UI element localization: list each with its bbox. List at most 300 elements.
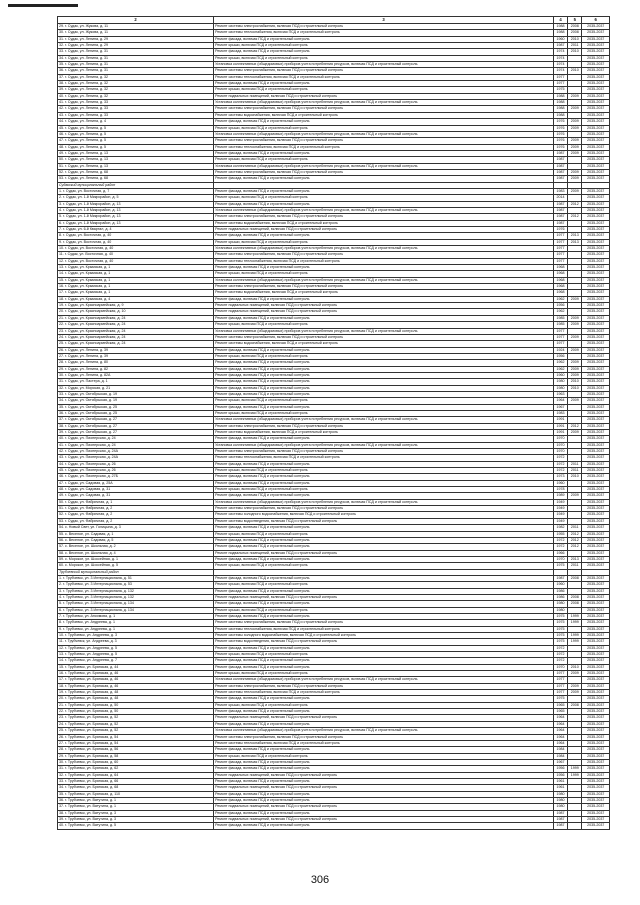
- year-built-cell: 1987: [553, 575, 567, 581]
- address-cell: 25. г. Судак, ул. Красноармейская, д. 24: [58, 341, 214, 347]
- works-cell: Ремонт подвальных помещений, включая ПСД и строительный контроль: [214, 804, 554, 810]
- planned-period-cell: 2035-2037: [582, 772, 610, 778]
- works-cell: Ремонт фасада, включая ПСД и строительный контроль: [214, 265, 554, 271]
- document-sheet: [57, 16, 610, 830]
- address-cell: 33. г. Судак, ул. Ленина, д. 31: [58, 49, 214, 55]
- works-cell: Ремонт системы водоснабжения, включая ПСД и строительный контроль: [214, 220, 554, 226]
- works-cell: Ремонт системы электроснабжения, включая ПСД и строительный контроль: [214, 620, 554, 626]
- planned-period-cell: 2035-2037: [582, 258, 610, 264]
- year-built-cell: 1956: [553, 353, 567, 359]
- year-built-cell: 1968: [553, 277, 567, 283]
- address-cell: 33. г. Трубчевск, ул. Брянская, д. 66: [58, 778, 214, 784]
- works-cell: Ремонт системы теплоснабжения, включая ПСД и строительный контроль: [214, 690, 554, 696]
- address-cell: 18. г. Судак, ул. Крымская, д. 4: [58, 296, 214, 302]
- works-cell: Ремонт фасада, включая ПСД и строительный контроль: [214, 347, 554, 353]
- year-built-cell: 1977: [553, 233, 567, 239]
- year-built-cell: 1987: [553, 169, 567, 175]
- planned-period-cell: 2035-2037: [582, 372, 610, 378]
- address-cell: 10. г. Трубчевск, ул. Андреева, д. 3: [58, 633, 214, 639]
- last-repair-year-cell: 2012: [568, 544, 582, 550]
- address-cell: 46. г. Судак, ул. Пионерская, д. 27Б: [58, 474, 214, 480]
- year-built-cell: 1980: [553, 379, 567, 385]
- planned-period-cell: 2035-2037: [582, 93, 610, 99]
- works-cell: Ремонт фасада, включая ПСД и строительный контроль: [214, 119, 554, 125]
- works-cell: Ремонт подвальных помещений, включая ПСД и строительный контроль: [214, 309, 554, 315]
- planned-period-cell: 2035-2037: [582, 639, 610, 645]
- year-built-cell: 1964: [553, 728, 567, 734]
- works-cell: Ремонт крыши, включая ПСД и строительный контроль: [214, 398, 554, 404]
- works-cell: Ремонт крыши, включая ПСД и строительный контроль: [214, 55, 554, 61]
- year-built-cell: 1986: [553, 588, 567, 594]
- address-cell: 29. г. Трубчевск, ул. Брянская, д. 58: [58, 753, 214, 759]
- planned-period-cell: 2035-2037: [582, 537, 610, 543]
- last-repair-year-cell: 2009: [568, 315, 582, 321]
- works-cell: Ремонт фасада, включая ПСД и строительный контроль: [214, 150, 554, 156]
- year-built-cell: 1962: [553, 360, 567, 366]
- address-cell: 29. г. Судак, ул. Ленина, д. 82: [58, 366, 214, 372]
- year-built-cell: 1977: [553, 690, 567, 696]
- address-cell: 6. г. Трубчевск, ул. 3 Интернационала, д. 134: [58, 607, 214, 613]
- address-cell: 20. г. Судак, ул. Красноармейская, д. 10: [58, 309, 214, 315]
- column-number: 6: [582, 17, 610, 24]
- year-built-cell: 1978: [553, 487, 567, 493]
- year-built-cell: 1972: [553, 468, 567, 474]
- planned-period-cell: 2035-2037: [582, 391, 610, 397]
- works-cell: Установка коллективных (общедомовых) приборов учета потребления ресурсов, включая ПСД и строительный контроль: [214, 131, 554, 137]
- works-cell: Ремонт системы теплоснабжения, включая ПСД и строительный контроль: [214, 144, 554, 150]
- address-cell: 36. г. Судак, ул. Ленина, д. 31: [58, 68, 214, 74]
- year-built-cell: 1977: [553, 671, 567, 677]
- planned-period-cell: 2035-2037: [582, 449, 610, 455]
- year-built-cell: 1983: [553, 410, 567, 416]
- address-cell: 16. г. Трубчевск, ул. Брянская, д. 46: [58, 671, 214, 677]
- year-built-cell: 1976: [553, 131, 567, 137]
- works-cell: Ремонт крыши, включая ПСД и строительный контроль: [214, 43, 554, 49]
- works-cell: Установка коллективных (общедомовых) приборов учета потребления ресурсов, включая ПСД и строительный контроль: [214, 442, 554, 448]
- address-cell: 49. г. Судак, ул. Ленина, д. 13: [58, 150, 214, 156]
- year-built-cell: 1976: [553, 138, 567, 144]
- address-cell: 37. г. Судак, ул. Октябрьская, д. 27: [58, 417, 214, 423]
- works-cell: Ремонт системы теплоснабжения, включая ПСД и строительный контроль: [214, 258, 554, 264]
- year-built-cell: 1968: [553, 284, 567, 290]
- planned-period-cell: 2035-2037: [582, 645, 610, 651]
- address-cell: 30. г. Судак, ул. Жукова, д. 11: [58, 30, 214, 36]
- year-built-cell: 1977: [553, 341, 567, 347]
- works-cell: Ремонт крыши, включая ПСД и строительный контроль: [214, 353, 554, 359]
- address-cell: 33. г. Судак, ул. Октябрьская, д. 19: [58, 391, 214, 397]
- works-cell: Установка коллективных (общедомовых) приборов учета потребления ресурсов, включая ПСД и строительный контроль: [214, 328, 554, 334]
- planned-period-cell: 2035-2037: [582, 683, 610, 689]
- address-cell: 53. г. Судак, ул. Ленина, д. 68: [58, 176, 214, 182]
- works-cell: Ремонт системы электроснабжения, включая ПСД и строительный контроль: [214, 169, 554, 175]
- planned-period-cell: 2035-2037: [582, 315, 610, 321]
- works-cell: Ремонт подвальных помещений, включая ПСД и строительный контроль: [214, 594, 554, 600]
- year-built-cell: 1980: [553, 804, 567, 810]
- works-cell: Ремонт фасада, включая ПСД и строительный контроль: [214, 391, 554, 397]
- planned-period-cell: 2035-2037: [582, 138, 610, 144]
- works-cell: Ремонт системы теплоснабжения, включая ПСД и строительный контроль: [214, 626, 554, 632]
- last-repair-year-cell: 2009: [568, 430, 582, 436]
- address-cell: 37. г. Судак, ул. Ленина, д. 32: [58, 74, 214, 80]
- planned-period-cell: 2035-2037: [582, 594, 610, 600]
- planned-period-cell: 2035-2037: [582, 49, 610, 55]
- year-built-cell: 1966: [553, 550, 567, 556]
- address-cell: 4. г. Судак, ул. 1-й Микрорайон, д. 13: [58, 207, 214, 213]
- address-cell: 44. г. Судак, ул. Пионерская, д. 26: [58, 461, 214, 467]
- year-built-cell: 1977: [553, 74, 567, 80]
- planned-period-cell: 2035-2037: [582, 728, 610, 734]
- planned-period-cell: 2035-2037: [582, 499, 610, 505]
- last-repair-year-cell: 2009: [568, 138, 582, 144]
- year-built-cell: 1984: [553, 747, 567, 753]
- planned-period-cell: 2035-2037: [582, 322, 610, 328]
- planned-period-cell: 2035-2037: [582, 461, 610, 467]
- address-cell: 60. с. Морское, ул. Шоссейная, д. 5: [58, 563, 214, 569]
- planned-period-cell: 2035-2037: [582, 385, 610, 391]
- planned-period-cell: 2035-2037: [582, 176, 610, 182]
- works-cell: Ремонт подвальных помещений, включая ПСД и строительный контроль: [214, 550, 554, 556]
- last-repair-year-cell: 2009: [568, 671, 582, 677]
- address-cell: 15. г. Трубчевск, ул. Брянская, д. 44: [58, 664, 214, 670]
- planned-period-cell: 2035-2037: [582, 30, 610, 36]
- year-built-cell: 1988: [553, 112, 567, 118]
- planned-period-cell: 2035-2037: [582, 410, 610, 416]
- year-built-cell: 1972: [553, 645, 567, 651]
- address-cell: 34. г. Судак, ул. Октябрьская, д. 19: [58, 398, 214, 404]
- works-cell: Ремонт фасада, включая ПСД и строительный контроль: [214, 766, 554, 772]
- address-cell: 52. г. Судак, ул. Ленина, д. 68: [58, 169, 214, 175]
- year-built-cell: 1987: [553, 810, 567, 816]
- planned-period-cell: 2035-2037: [582, 607, 610, 613]
- works-cell: Ремонт фасада, включая ПСД и строительный контроль: [214, 176, 554, 182]
- address-cell: 51. г. Судак, ул. Фабричная, д. 2: [58, 506, 214, 512]
- year-built-cell: 1976: [553, 119, 567, 125]
- works-cell: Ремонт системы электроснабжения, включая ПСД и строительный контроль: [214, 334, 554, 340]
- planned-period-cell: 2035-2037: [582, 778, 610, 784]
- planned-period-cell: 2035-2037: [582, 430, 610, 436]
- year-built-cell: 1970: [553, 442, 567, 448]
- planned-period-cell: 2035-2037: [582, 518, 610, 524]
- year-built-cell: 1961: [553, 785, 567, 791]
- year-built-cell: 1974: [553, 68, 567, 74]
- last-repair-year-cell: 2010: [568, 664, 582, 670]
- address-cell: 2. г. Трубчевск, ул. 3 Интернационала, д. 53: [58, 582, 214, 588]
- works-cell: Ремонт фасада, включая ПСД и строительный контроль: [214, 601, 554, 607]
- planned-period-cell: 2035-2037: [582, 24, 610, 30]
- planned-period-cell: 2035-2037: [582, 366, 610, 372]
- planned-period-cell: 2035-2037: [582, 417, 610, 423]
- planned-period-cell: 2035-2037: [582, 207, 610, 213]
- works-cell: Установка коллективных (общедомовых) приборов учета потребления ресурсов, включая ПСД и строительный контроль: [214, 499, 554, 505]
- year-built-cell: 1974: [553, 62, 567, 68]
- planned-period-cell: 2035-2037: [582, 613, 610, 619]
- last-repair-year-cell: 2008: [568, 575, 582, 581]
- last-repair-year-cell: 2013: [568, 239, 582, 245]
- year-built-cell: 1964: [553, 740, 567, 746]
- year-built-cell: 1970: [553, 556, 567, 562]
- planned-period-cell: 2035-2037: [582, 265, 610, 271]
- works-cell: Ремонт крыши, включая ПСД и строительный контроль: [214, 563, 554, 569]
- address-cell: 9. г. Судак, ул. Восточная, д. 40: [58, 239, 214, 245]
- address-cell: 50. г. Судак, ул. Ленина, д. 13: [58, 157, 214, 163]
- address-cell: 22. г. Трубчевск, ул. Брянская, д. 50: [58, 709, 214, 715]
- planned-period-cell: 2035-2037: [582, 804, 610, 810]
- top-rule: [8, 4, 78, 7]
- works-cell: Ремонт крыши, включая ПСД и строительный контроль: [214, 753, 554, 759]
- address-cell: 13. г. Трубчевск, ул. Андреева, д. 5: [58, 652, 214, 658]
- planned-period-cell: 2035-2037: [582, 506, 610, 512]
- address-cell: 28. г. Судак, ул. Ленина, д. 80: [58, 360, 214, 366]
- last-repair-year-cell: 1999: [568, 772, 582, 778]
- year-built-cell: 1962: [553, 296, 567, 302]
- works-cell: Ремонт фасада, включая ПСД и строительный контроль: [214, 474, 554, 480]
- works-cell: Ремонт крыши, включая ПСД и строительный контроль: [214, 671, 554, 677]
- address-cell: 41. г. Судак, ул. Ленина, д. 33: [58, 100, 214, 106]
- works-cell: Ремонт системы теплоснабжения, включая ПСД и строительный контроль: [214, 740, 554, 746]
- planned-period-cell: 2035-2037: [582, 556, 610, 562]
- year-built-cell: 1964: [553, 398, 567, 404]
- address-cell: 36. г. Судак, ул. Октябрьская, д. 25: [58, 410, 214, 416]
- works-cell: Ремонт системы электроснабжения, включая ПСД и строительный контроль: [214, 214, 554, 220]
- works-cell: Ремонт системы электроснабжения, включая ПСД и строительный контроль: [214, 449, 554, 455]
- address-cell: 50. г. Судак, ул. Фабричная, д. 1: [58, 499, 214, 505]
- planned-period-cell: 2035-2037: [582, 702, 610, 708]
- works-cell: Ремонт крыши, включая ПСД и строительный контроль: [214, 702, 554, 708]
- planned-period-cell: 2035-2037: [582, 150, 610, 156]
- last-repair-year-cell: 2008: [568, 594, 582, 600]
- planned-period-cell: 2035-2037: [582, 582, 610, 588]
- year-built-cell: 1986: [553, 594, 567, 600]
- planned-period-cell: 2035-2037: [582, 480, 610, 486]
- works-cell: Ремонт фасада, включая ПСД и строительный контроль: [214, 36, 554, 42]
- address-cell: 31. г. Судак, ул. Ленина, д. 29: [58, 36, 214, 42]
- address-cell: 5. г. Трубчевск, ул. 3 Интернационала, д. 134: [58, 601, 214, 607]
- last-repair-year-cell: 2012: [568, 201, 582, 207]
- last-repair-year-cell: 2009: [568, 176, 582, 182]
- address-cell: 14. г. Трубчевск, ул. Андреева, д. 7: [58, 658, 214, 664]
- last-repair-year-cell: 2012: [568, 531, 582, 537]
- year-built-cell: 1972: [553, 461, 567, 467]
- year-built-cell: 1975: [553, 626, 567, 632]
- last-repair-year-cell: 2009: [568, 93, 582, 99]
- address-cell: 23. г. Трубчевск, ул. Брянская, д. 52: [58, 715, 214, 721]
- year-built-cell: 1962: [553, 366, 567, 372]
- year-built-cell: 1960: [553, 372, 567, 378]
- address-cell: 26. г. Трубчевск, ул. Брянская, д. 54: [58, 734, 214, 740]
- planned-period-cell: 2035-2037: [582, 810, 610, 816]
- works-cell: Ремонт фасада, включая ПСД и строительный контроль: [214, 588, 554, 594]
- year-built-cell: 1984: [553, 753, 567, 759]
- address-cell: 31. г. Трубчевск, ул. Брянская, д. 62: [58, 766, 214, 772]
- year-built-cell: 1977: [553, 683, 567, 689]
- works-cell: Ремонт системы теплоснабжения, включая ПСД и строительный контроль: [214, 30, 554, 36]
- last-repair-year-cell: 2012: [568, 214, 582, 220]
- planned-period-cell: 2035-2037: [582, 626, 610, 632]
- works-cell: Ремонт фасада, включая ПСД и строительный контроль: [214, 778, 554, 784]
- year-built-cell: 1987: [553, 157, 567, 163]
- works-cell: Ремонт подвальных помещений, включая ПСД и строительный контроль: [214, 772, 554, 778]
- works-cell: Ремонт системы водоснабжения, включая ПСД и строительный контроль: [214, 341, 554, 347]
- address-cell: 34. г. Судак, ул. Ленина, д. 31: [58, 55, 214, 61]
- works-cell: Ремонт системы теплоснабжения, включая ПСД и строительный контроль: [214, 74, 554, 80]
- year-built-cell: 1991: [553, 423, 567, 429]
- last-repair-year-cell: 2009: [568, 125, 582, 131]
- year-built-cell: 1983: [553, 188, 567, 194]
- works-cell: Ремонт крыши, включая ПСД и строительный контроль: [214, 531, 554, 537]
- year-built-cell: 1972: [553, 537, 567, 543]
- works-cell: Ремонт фасада, включая ПСД и строительный контроль: [214, 372, 554, 378]
- works-cell: Ремонт фасада, включая ПСД и строительный контроль: [214, 658, 554, 664]
- address-cell: 52. г. Судак, ул. Фабричная, д. 2: [58, 512, 214, 518]
- year-built-cell: 1987: [553, 201, 567, 207]
- planned-period-cell: 2035-2037: [582, 664, 610, 670]
- works-cell: Установка коллективных (общедомовых) приборов учета потребления ресурсов, включая ПСД и строительный контроль: [214, 728, 554, 734]
- planned-period-cell: 2035-2037: [582, 271, 610, 277]
- last-repair-year-cell: 1999: [568, 613, 582, 619]
- planned-period-cell: 2035-2037: [582, 652, 610, 658]
- year-built-cell: 1960: [553, 480, 567, 486]
- address-cell: 2. г. Судак, ул. 1-й Микрорайон, д. 5: [58, 195, 214, 201]
- works-cell: Ремонт фасада, включая ПСД и строительный контроль: [214, 379, 554, 385]
- year-built-cell: 1977: [553, 328, 567, 334]
- planned-period-cell: 2035-2037: [582, 436, 610, 442]
- year-built-cell: 1977: [553, 246, 567, 252]
- works-cell: Ремонт системы электроснабжения, включая ПСД и строительный контроль: [214, 506, 554, 512]
- address-cell: 3. г. Судак, ул. 1-й Микрорайон, д. 13: [58, 201, 214, 207]
- works-cell: Ремонт фасада, включая ПСД и строительный контроль: [214, 366, 554, 372]
- address-cell: 32. г. Судак, ул. Ленина, д. 29: [58, 43, 214, 49]
- year-built-cell: 1976: [553, 144, 567, 150]
- planned-period-cell: 2035-2037: [582, 169, 610, 175]
- planned-period-cell: 2035-2037: [582, 633, 610, 639]
- planned-period-cell: 2035-2037: [582, 468, 610, 474]
- year-built-cell: 1975: [553, 563, 567, 569]
- address-cell: 25. г. Трубчевск, ул. Брянская, д. 52: [58, 728, 214, 734]
- address-cell: 56. с. Веселое, ул. Садовая, д. 5: [58, 537, 214, 543]
- planned-period-cell: 2035-2037: [582, 474, 610, 480]
- page-number: 306: [310, 874, 330, 886]
- works-cell: Ремонт фасада, включая ПСД и строительный контроль: [214, 296, 554, 302]
- planned-period-cell: 2035-2037: [582, 696, 610, 702]
- address-cell: 11. г. Судак, ул. Восточная, д. 40: [58, 252, 214, 258]
- works-cell: Ремонт подвальных помещений, включая ПСД и строительный контроль: [214, 227, 554, 233]
- planned-period-cell: 2035-2037: [582, 785, 610, 791]
- works-cell: Ремонт фасада, включая ПСД и строительный контроль: [214, 385, 554, 391]
- address-cell: 30. г. Трубчевск, ул. Брянская, д. 60: [58, 759, 214, 765]
- year-built-cell: 1987: [553, 176, 567, 182]
- planned-period-cell: 2035-2037: [582, 284, 610, 290]
- year-built-cell: 1977: [553, 258, 567, 264]
- address-cell: 20. г. Трубчевск, ул. Брянская, д. 48: [58, 696, 214, 702]
- address-cell: 15. г. Судак, ул. Крымская, д. 1: [58, 277, 214, 283]
- works-cell: Ремонт подвальных помещений, включая ПСД и строительный контроль: [214, 715, 554, 721]
- address-cell: 38. г. Судак, ул. Октябрьская, д. 27: [58, 423, 214, 429]
- works-cell: Установка коллективных (общедомовых) приборов учета потребления ресурсов, включая ПСД и строительный контроль: [214, 417, 554, 423]
- address-cell: 22. г. Судак, ул. Красноармейская, д. 24: [58, 322, 214, 328]
- planned-period-cell: 2035-2037: [582, 36, 610, 42]
- address-cell: 24. г. Судак, ул. Красноармейская, д. 24: [58, 334, 214, 340]
- planned-period-cell: 2035-2037: [582, 442, 610, 448]
- address-cell: 40. г. Судак, ул. Ленина, д. 32: [58, 93, 214, 99]
- planned-period-cell: 2035-2037: [582, 87, 610, 93]
- address-cell: 49. г. Судак, ул. Садовая, д. 31: [58, 493, 214, 499]
- year-built-cell: 1949: [553, 499, 567, 505]
- year-built-cell: 1965: [553, 709, 567, 715]
- works-cell: Ремонт крыши, включая ПСД и строительный контроль: [214, 410, 554, 416]
- address-cell: 10. г. Судак, ул. Восточная, д. 40: [58, 246, 214, 252]
- works-cell: Ремонт крыши, включая ПСД и строительный контроль: [214, 157, 554, 163]
- works-cell: Ремонт фасада, включая ПСД и строительный контроль: [214, 721, 554, 727]
- address-cell: 8. г. Трубчевск, ул. Андреева, д. 1: [58, 620, 214, 626]
- year-built-cell: 1980: [553, 607, 567, 613]
- year-built-cell: 1967: [553, 404, 567, 410]
- year-built-cell: 1987: [553, 214, 567, 220]
- address-cell: Судакский муниципальный район: [58, 182, 214, 188]
- planned-period-cell: 2035-2037: [582, 747, 610, 753]
- address-cell: 45. г. Судак, ул. Пионерская, д. 26: [58, 468, 214, 474]
- works-cell: Установка коллективных (общедомовых) приборов учета потребления ресурсов, включая ПСД и строительный контроль: [214, 677, 554, 683]
- year-built-cell: 1988: [553, 24, 567, 30]
- address-cell: 35. г. Судак, ул. Ленина, д. 31: [58, 62, 214, 68]
- address-cell: 16. г. Судак, ул. Крымская, д. 1: [58, 284, 214, 290]
- works-cell: Установка коллективных (общедомовых) приборов учета потребления ресурсов, включая ПСД и строительный контроль: [214, 246, 554, 252]
- last-repair-year-cell: 2010: [568, 36, 582, 42]
- year-built-cell: 1975: [553, 613, 567, 619]
- last-repair-year-cell: 2009: [568, 150, 582, 156]
- works-cell: Ремонт подвальных помещений, включая ПСД и строительный контроль: [214, 816, 554, 822]
- year-built-cell: 1976: [553, 125, 567, 131]
- year-built-cell: 1965: [553, 702, 567, 708]
- works-cell: Ремонт системы электроснабжения, включая ПСД и строительный контроль: [214, 68, 554, 74]
- last-repair-year-cell: 1999: [568, 766, 582, 772]
- works-cell: Ремонт крыши, включая ПСД и строительный контроль: [214, 487, 554, 493]
- works-cell: Ремонт фасада, включая ПСД и строительный контроль: [214, 645, 554, 651]
- planned-period-cell: 2035-2037: [582, 721, 610, 727]
- year-built-cell: 1977: [553, 239, 567, 245]
- works-cell: Ремонт фасада, включая ПСД и строительный контроль: [214, 747, 554, 753]
- works-cell: Ремонт системы электроснабжения, включая ПСД и строительный контроль: [214, 24, 554, 30]
- last-repair-year-cell: 2009: [568, 347, 582, 353]
- address-cell: 17. г. Трубчевск, ул. Брянская, д. 46: [58, 677, 214, 683]
- year-built-cell: 1962: [553, 309, 567, 315]
- year-built-cell: 1987: [553, 220, 567, 226]
- last-repair-year-cell: 2009: [568, 119, 582, 125]
- planned-period-cell: 2035-2037: [582, 62, 610, 68]
- planned-period-cell: 2035-2037: [582, 791, 610, 797]
- last-repair-year-cell: 2012: [568, 537, 582, 543]
- planned-period-cell: 2035-2037: [582, 797, 610, 803]
- address-cell: 31. г. Судак, ул. Пастера, д. 1: [58, 379, 214, 385]
- works-cell: Ремонт крыши, включая ПСД и строительный контроль: [214, 607, 554, 613]
- year-built-cell: 1980: [553, 385, 567, 391]
- last-repair-year-cell: 2010: [568, 49, 582, 55]
- last-repair-year-cell: 2009: [568, 169, 582, 175]
- year-built-cell: 1964: [553, 734, 567, 740]
- address-cell: 23. г. Судак, ул. Красноармейская, д. 24: [58, 328, 214, 334]
- address-cell: 34. г. Трубчевск, ул. Брянская, д. 68: [58, 785, 214, 791]
- last-repair-year-cell: 2009: [568, 322, 582, 328]
- year-built-cell: 1924: [553, 347, 567, 353]
- year-built-cell: 1972: [553, 652, 567, 658]
- last-repair-year-cell: 2009: [568, 683, 582, 689]
- address-cell: 47. г. Судак, ул. Ленина, д. 5: [58, 138, 214, 144]
- address-cell: 39. г. Судак, ул. Октябрьская, д. 27: [58, 430, 214, 436]
- planned-period-cell: 2035-2037: [582, 112, 610, 118]
- planned-period-cell: 2035-2037: [582, 360, 610, 366]
- year-built-cell: 1973: [553, 474, 567, 480]
- works-cell: Ремонт фасада, включая ПСД и строительный контроль: [214, 709, 554, 715]
- planned-period-cell: 2035-2037: [582, 455, 610, 461]
